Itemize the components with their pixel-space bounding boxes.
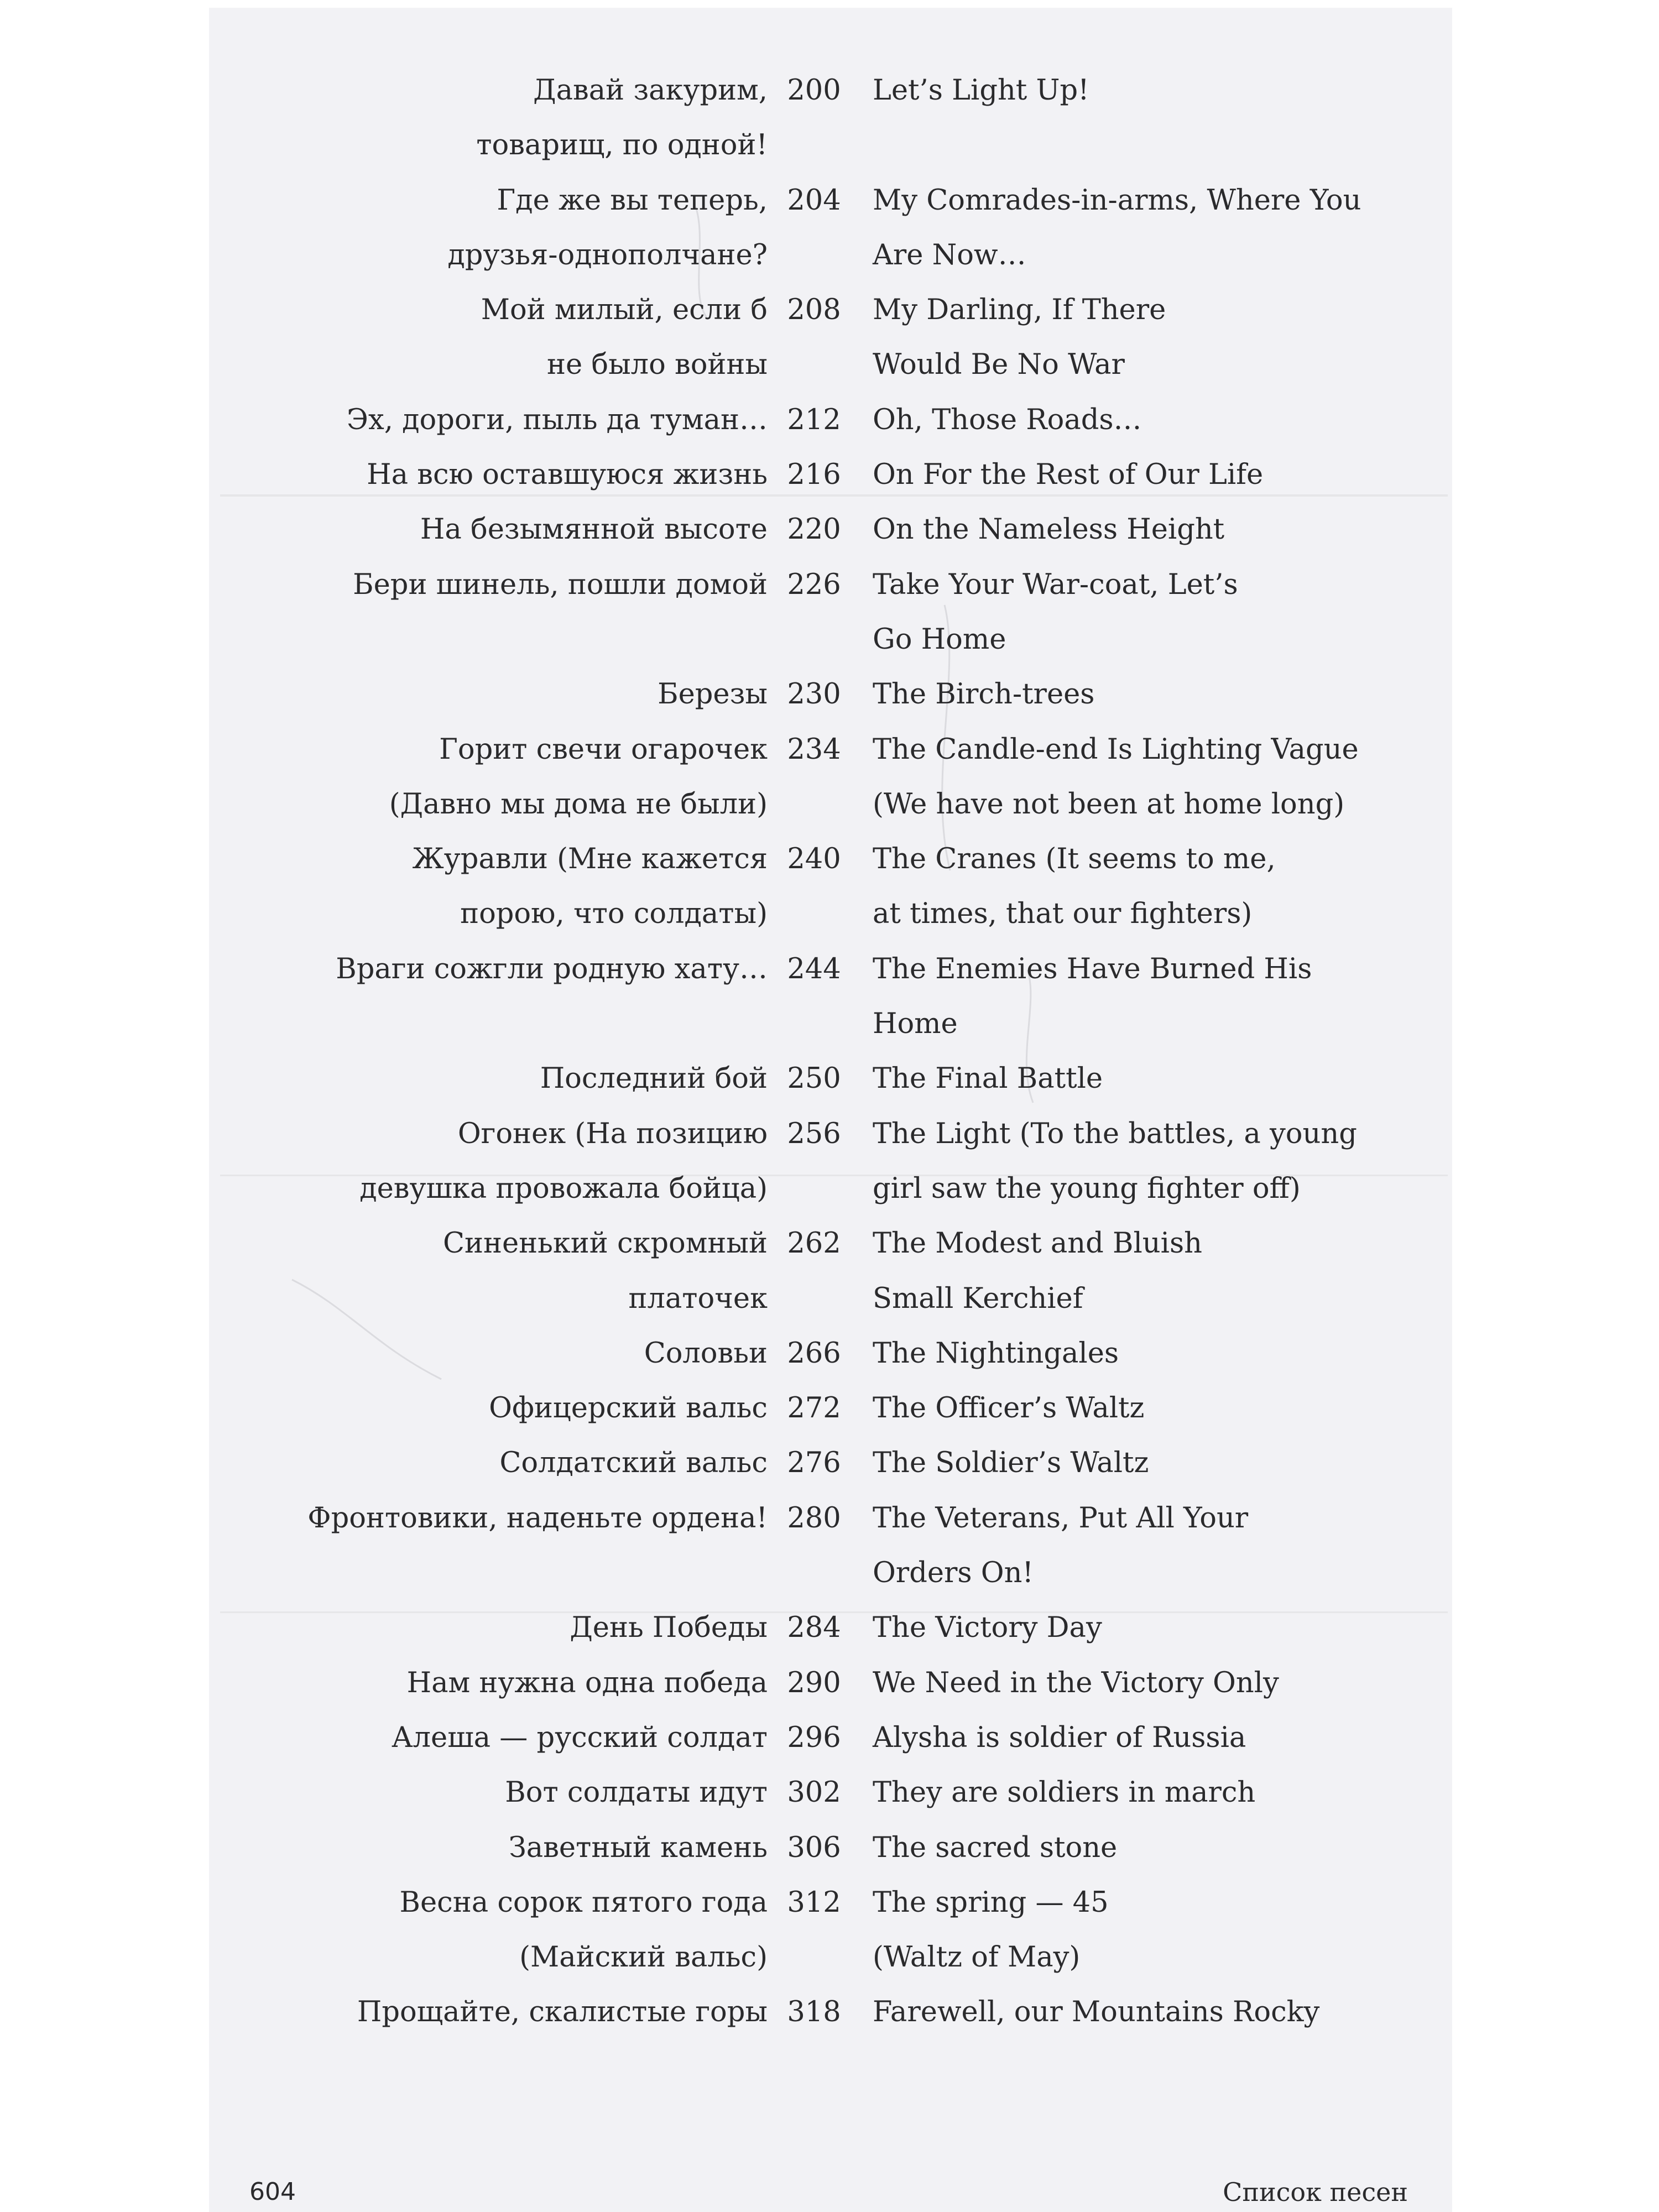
russian-title: Журавли (Мне кажется порою, что солдаты) (412, 843, 768, 931)
english-title: The Nightingales (873, 1337, 1119, 1370)
page-ref: 226 (787, 568, 841, 601)
running-header-section-title: Список песен (1223, 2177, 1408, 2207)
page-ref: 216 (787, 458, 841, 492)
english-title: My Comrades-in-arms, Where You Are Now… (873, 184, 1361, 272)
list-item (209, 1710, 1452, 1765)
page-ref: 262 (787, 1227, 841, 1260)
english-title: Farewell, our Mountains Rocky (873, 1996, 1320, 2029)
list-item (209, 1491, 1452, 1601)
russian-title: Эх, дороги, пыль да туман… (346, 403, 768, 436)
list-item (209, 832, 1452, 942)
russian-title: Давай закурим, товарищ, по одной! (476, 74, 768, 162)
book-page (209, 8, 1452, 2212)
russian-title: Бери шинель, пошли домой (353, 568, 768, 601)
russian-title: Солдатский вальс (499, 1447, 768, 1480)
english-title: The Candle-end Is Lighting Vague (873, 733, 1359, 766)
list-item (209, 502, 1452, 557)
russian-title: Огонек (На позицию девушка провожала бойца) (359, 1117, 768, 1205)
list-item (209, 777, 1452, 832)
english-title: (We have not been at home long) (873, 787, 1345, 821)
russian-title: Прощайте, скалистые горы (357, 1996, 768, 2029)
russian-title: Последний бой (540, 1062, 768, 1095)
page-ref: 272 (787, 1392, 841, 1425)
page-ref: 204 (787, 184, 841, 217)
english-title: On For the Rest of Our Life (873, 458, 1264, 492)
russian-title: Заветный камень (509, 1831, 768, 1864)
russian-title: День Победы (570, 1611, 768, 1645)
list-item (209, 667, 1452, 722)
russian-title: Соловьи (644, 1337, 768, 1370)
list-item (209, 1216, 1452, 1326)
page-ref: 256 (787, 1117, 841, 1150)
list-item (209, 1765, 1452, 1820)
english-title: The spring — 45 (Waltz of May) (873, 1886, 1109, 1974)
song-list (209, 63, 1452, 2040)
list-item (209, 1381, 1452, 1436)
russian-title: (Давно мы дома не были) (389, 787, 768, 821)
english-title: The Modest and Bluish Small Kerchief (873, 1227, 1202, 1315)
english-title: The Officer’s Waltz (873, 1392, 1145, 1425)
list-item (209, 1326, 1452, 1381)
list-item (209, 393, 1452, 447)
english-title: On the Nameless Height (873, 513, 1225, 546)
list-item (209, 63, 1452, 173)
page-ref: 208 (787, 294, 841, 327)
list-item (209, 942, 1452, 1052)
english-title: The Birch-trees (873, 678, 1095, 711)
russian-title: Где же вы теперь, друзья-однополчане? (447, 184, 768, 272)
list-item (209, 1600, 1452, 1655)
english-title: Oh, Those Roads… (873, 403, 1142, 436)
page-ref: 234 (787, 733, 841, 766)
english-title: The Enemies Have Burned His Home (873, 952, 1312, 1041)
english-title: The Veterans, Put All Your Orders On! (873, 1501, 1249, 1590)
page-number: 604 (249, 2178, 296, 2206)
russian-title: На безымянной высоте (420, 513, 768, 546)
list-item (209, 1107, 1452, 1217)
page-ref: 284 (787, 1611, 841, 1645)
russian-title: Весна сорок пятого года (Майский вальс) (399, 1886, 768, 1974)
russian-title: Алеша — русский солдат (392, 1721, 768, 1754)
page-ref: 230 (787, 678, 841, 711)
list-item (209, 1820, 1452, 1875)
english-title: We Need in the Victory Only (873, 1666, 1279, 1699)
list-item (209, 1436, 1452, 1490)
list-item (209, 447, 1452, 502)
page-ref: 318 (787, 1996, 841, 2029)
english-title: Let’s Light Up! (873, 74, 1089, 107)
english-title: Alysha is soldier of Russia (873, 1721, 1246, 1754)
english-title: The Cranes (It seems to me, at times, that our fighters) (873, 843, 1276, 931)
list-item (209, 722, 1452, 777)
russian-title: Нам нужна одна победа (406, 1666, 768, 1699)
list-item (209, 1985, 1452, 2039)
page-ref: 302 (787, 1776, 841, 1809)
russian-title: Мой милый, если б не было войны (481, 294, 768, 382)
page-ref: 290 (787, 1666, 841, 1699)
english-title: The Victory Day (873, 1611, 1102, 1645)
russian-title: Горит свечи огарочек (439, 733, 768, 766)
english-title: The Soldier’s Waltz (873, 1447, 1149, 1480)
page-ref: 312 (787, 1886, 841, 1919)
list-item (209, 1875, 1452, 1985)
list-item (209, 557, 1452, 667)
english-title: Take Your War-coat, Let’s Go Home (873, 568, 1238, 656)
page-ref: 220 (787, 513, 841, 546)
page-ref: 212 (787, 403, 841, 436)
russian-title: Вот солдаты идут (505, 1776, 768, 1809)
list-item (209, 1656, 1452, 1710)
russian-title: Березы (658, 678, 768, 711)
page-ref: 296 (787, 1721, 841, 1754)
list-item (209, 1051, 1452, 1106)
english-title: They are soldiers in march (873, 1776, 1256, 1809)
russian-title: На всю оставшуюся жизнь (367, 458, 768, 492)
english-title: The Light (To the battles, a young girl saw the young fighter off) (873, 1117, 1357, 1205)
english-title: My Darling, If There Would Be No War (873, 294, 1166, 382)
russian-title: Фронтовики, наденьте ордена! (307, 1501, 768, 1535)
russian-title: Синенький скромный платочек (442, 1227, 768, 1315)
list-item (209, 173, 1452, 283)
russian-title: Офицерский вальс (489, 1392, 768, 1425)
page-ref: 200 (787, 74, 841, 107)
page-ref: 266 (787, 1337, 841, 1370)
russian-title: Враги сожгли родную хату… (336, 952, 768, 985)
list-item (209, 283, 1452, 393)
english-title: The Final Battle (873, 1062, 1103, 1095)
page-ref (768, 777, 860, 832)
english-title: The sacred stone (873, 1831, 1118, 1864)
page-ref: 250 (787, 1062, 841, 1095)
page-ref: 244 (787, 952, 841, 985)
page-ref: 280 (787, 1501, 841, 1535)
page-ref: 240 (787, 843, 841, 876)
page-ref: 306 (787, 1831, 841, 1864)
page-ref: 276 (787, 1447, 841, 1480)
